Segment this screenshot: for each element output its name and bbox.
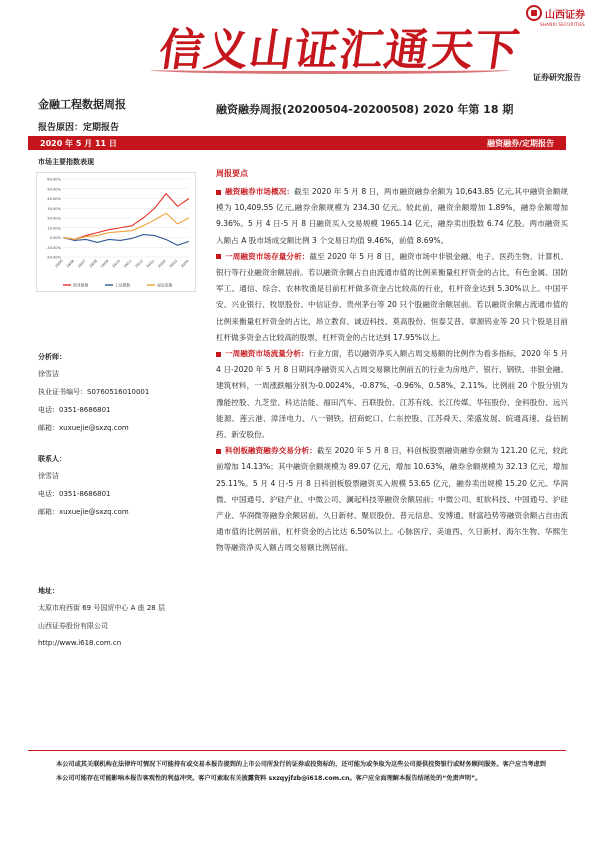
report-reason: 报告原因：定期报告 xyxy=(38,123,120,133)
analyst-block xyxy=(38,352,149,441)
page-title: 融资融券周报(20200504-20200508) 2020 年第 18 期 xyxy=(216,103,514,116)
company-logo xyxy=(526,5,585,21)
analyst-email[interactable]: 邮箱：xuxuejie@sxzq.com xyxy=(38,424,129,432)
paragraph-body: 截至 2020 年 5 月 8 日，融资市场中非银金融、电子、医药生物、计算机、银行等行业融资余额居前。若以融资余额占自由流通市值的比例来衡量杠杆资金的占比，有色金属、国防军工、通信、综合、农林牧渔是目前杠杆做多资金占比较高的行业，杠杆资金达到 5.30%以上。中国平安、兴业银行、牧原股份、中信证券、贵州茅台等 20 只个股融资余额居前。若以融资余额占流通市值的比例来衡量杠杆资金的占比，昂立教育、诚迈科技、莫高股份、恒泰艾普、章源钨业等 20 只个股是目前杠杆做多资金占比较高的股票，杠杆资金的占比达到 17.95%以上。 xyxy=(216,251,569,342)
legend-label: 深证成指 xyxy=(157,282,173,288)
contact-phone: 电话：0351-8686801 xyxy=(38,490,111,498)
paragraph-body: 截至 2020 年 5 月 8 日，科创板股票融资融券余额为 121.20 亿元，较此前增加 14.13%；其中融资余额规模为 89.07 亿元，增加 10.63%，融券余额规模为 32.13 亿元，增加 25.11%。5 月 4 日-5 月 8 日科创板股票融资买入规模 53.65 亿元，融券卖出规模 15.20 亿元。华润微、中国通号、沪硅产业、中微公司、澜起科技等融资余额居前；中微公司、虹软科技、中国通号、沪硅产业、华润微等融券余额居前。久日新材、聚辰股份、普元信息、安博通、财富趋势等融资余额占自由流通市值的比例居前，杠杆资金的占比达 6.50%以上。心脉医疗、美迪西、久日新材、海尔生物、华熙生物等融资净买入额占周交易额比例居前。 xyxy=(216,446,569,553)
address-block xyxy=(38,586,165,655)
contact-block xyxy=(38,454,129,525)
footer-disclaimer: 本公司或其关联机构在法律许可情况下可能持有或交易本报告提到的上市公司所发行的证券或投资标的，还可能为或争取为这些公司提供投资银行或财务顾问服务。客户应当考虑到本公司可能存在可能影响本报告客观性的利益冲突。客户可索取有关披露资料 sxzqyjfzb@i618.com.cn。客户应全面理解本报告结尾处的“免责声明”。 xyxy=(56,761,546,782)
x-tick-label: 19/12 xyxy=(134,258,144,269)
summary-body xyxy=(216,184,568,557)
paragraph-title: 融资融券市场概况： xyxy=(225,187,295,196)
y-tick-label: 60.00% xyxy=(47,177,61,182)
analyst-phone: 电话：0351-8686801 xyxy=(38,406,111,414)
x-tick-label: 20/04 xyxy=(179,258,190,269)
x-tick-label: 19/11 xyxy=(122,258,133,269)
x-tick-label: 19/10 xyxy=(111,258,121,269)
analyst-heading: 分析师： xyxy=(38,353,66,361)
summary-heading: 周报要点 xyxy=(216,169,248,178)
footer-divider xyxy=(28,750,566,751)
banner-slogan: 信义山证汇通天下 xyxy=(155,25,523,76)
contact-heading: 联系人： xyxy=(38,455,66,463)
y-tick-label: 10.00% xyxy=(47,226,61,231)
logo-mark-icon xyxy=(526,5,542,21)
address-heading: 地址： xyxy=(38,587,59,595)
logo-text-cn: 山西证券 xyxy=(545,9,585,21)
y-tick-label: 40.00% xyxy=(47,197,61,201)
paragraph-title: 一周融资市场存量分析： xyxy=(225,251,310,261)
x-tick-label: 19/06 xyxy=(65,258,76,269)
contact-email[interactable]: 邮箱：xuxuejie@sxzq.com xyxy=(38,508,129,516)
address-line2: 山西证券股份有限公司 xyxy=(38,622,108,630)
y-tick-label: -10.00% xyxy=(46,245,61,250)
series-line xyxy=(63,235,189,246)
summary-paragraph-stock-analysis xyxy=(216,249,568,346)
analyst-name: 徐雪洁 xyxy=(38,370,59,378)
y-tick-label: 50.00% xyxy=(47,187,61,192)
y-tick-label: 0.00% xyxy=(49,236,61,240)
chart-svg xyxy=(37,173,195,291)
contact-name: 徐雪洁 xyxy=(38,472,59,480)
bullet-square-icon xyxy=(216,352,221,357)
paragraph-title: 科创板融资融券交易分析： xyxy=(225,446,317,456)
banner-swoosh-decoration xyxy=(150,66,510,74)
series-title: 金融工程数据周报 xyxy=(38,98,126,111)
report-date: 2020 年 5 月 11 日 xyxy=(40,138,117,148)
x-tick-label: 19/09 xyxy=(99,258,110,269)
address-line1: 太原市府西街 69 号国贸中心 A 座 28 层 xyxy=(38,604,165,612)
x-tick-label: 20/01 xyxy=(145,258,156,269)
paragraph-body: 行业方面，若以融资净买入额占周交易额的比例作为看多指标，2020 年 5 月 4 日-2020 年 5 月 8 日期间净融资买入占周交易额比例前五的行业为房地产、银行、钢铁、非银金融、建筑材料，一周涨跌幅分别为-0.0024%、-0.87%、-0.96%、0.58%、2.11%。比例前 20 个股分别为豫能控股、九芝堂、科达洁能、福田汽车、百联股份、江苏有线、长江传媒、华钰股份、金科股份、远兴能源、莲云港、漳泽电力、八一钢铁、招商蛇口、仁东控股、江苏舜天、荣盛发展、皖通高速、益佰制药、新安股份。 xyxy=(216,349,568,440)
paragraph-body: 截至 2020 年 5 月 8 日，两市融资融券余额为 10,643.85 亿元,其中融资余额规模为 10,409.55 亿元,融券余额规模为 234.30 亿元。较此前，融资余额增加 1.89%，融券余额增加 9.36%。5 月 4 日-5 月 8 日融资买入交易规模 1965.14 亿元，融券卖出股数 6.74 亿股。两市融资买入额占 A 股市场成交额比例 3 个交易日均值 9.46%，前值 8.69%。 xyxy=(216,187,569,245)
x-tick-label: 19/07 xyxy=(76,258,87,269)
summary-paragraph-flow-analysis xyxy=(216,346,568,443)
x-tick-label: 20/02 xyxy=(157,258,167,269)
report-category: 融资融券/定期报告 xyxy=(487,138,554,148)
y-tick-label: -20.00% xyxy=(46,255,61,260)
bullet-square-icon xyxy=(216,190,221,195)
x-tick-label: 19/08 xyxy=(88,258,99,269)
report-type: 证券研究报告 xyxy=(533,73,581,82)
summary-paragraph-star-market xyxy=(216,443,568,556)
header-banner xyxy=(0,0,595,92)
date-bar xyxy=(28,136,566,150)
index-performance-chart xyxy=(36,172,196,292)
legend-label: 创业板指 xyxy=(73,282,89,288)
y-tick-label: 30.00% xyxy=(47,206,61,211)
y-tick-label: 20.00% xyxy=(47,216,61,221)
logo-text-en: SHANXI SECURITIES xyxy=(539,22,585,27)
summary-paragraph-market-overview xyxy=(216,184,568,249)
bullet-square-icon xyxy=(216,254,221,259)
x-tick-label: 19/05 xyxy=(53,258,64,269)
paragraph-title: 一周融资市场流量分析： xyxy=(225,349,309,359)
analyst-cert: 执业证书编号：S0760516010001 xyxy=(38,388,150,396)
legend-label: 上证指数 xyxy=(115,282,131,288)
x-tick-label: 20/03 xyxy=(168,258,179,269)
company-website-link[interactable]: http://www.i618.com.cn xyxy=(38,639,122,647)
chart-title: 市场主要指数表现 xyxy=(38,158,94,166)
bullet-square-icon xyxy=(216,449,221,454)
